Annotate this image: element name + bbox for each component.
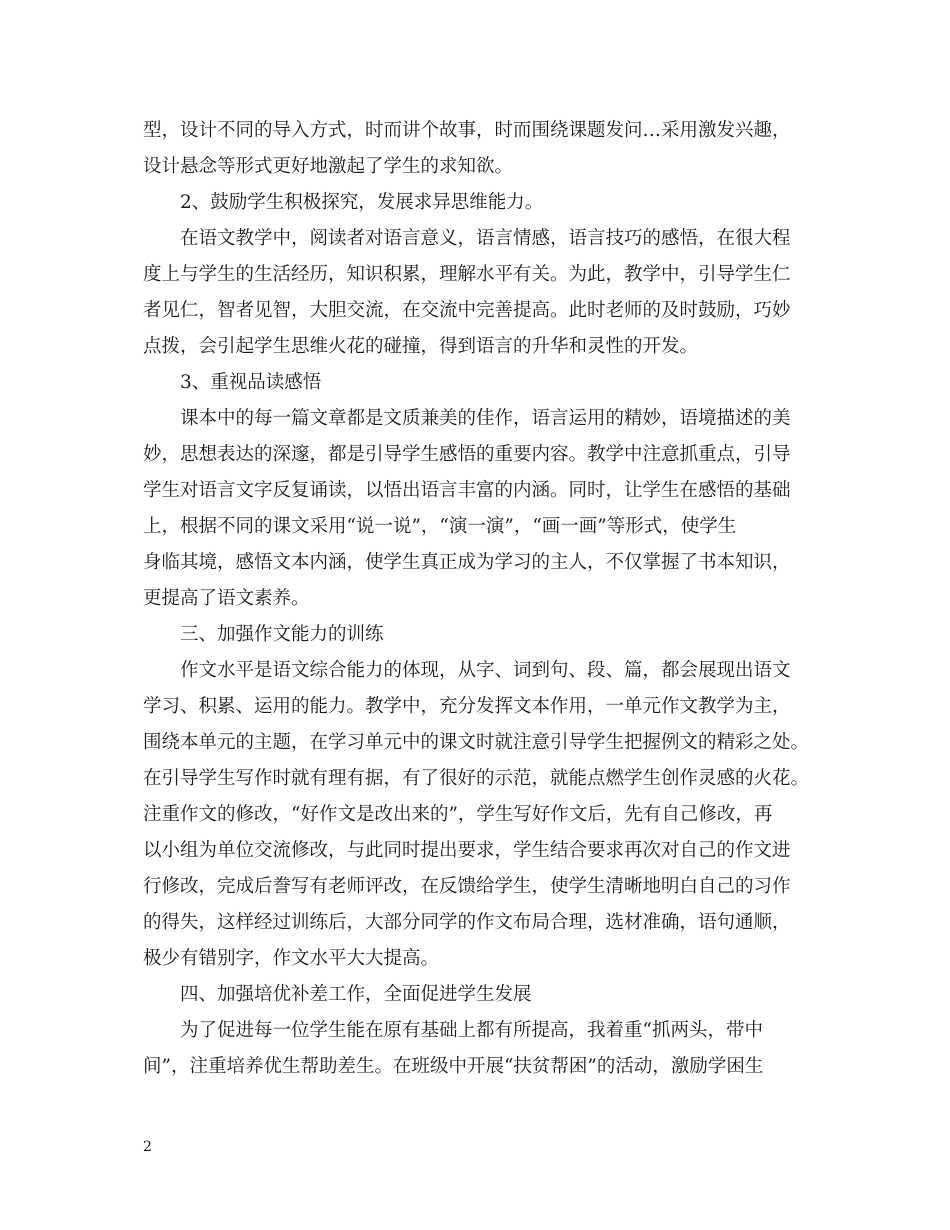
text-line: 行修改，完成后誊写有老师评改，在反馈给学生，使学生清晰地明白自己的习作	[143, 876, 791, 897]
text-line: 设计悬念等形式更好地激起了学生的求知欲。	[143, 156, 514, 177]
text-line: 在引导学生写作时就有理有据，有了很好的示范，就能点燃学生创作灵感的火花。	[143, 768, 810, 789]
text-line: 妙，思想表达的深邃，都是引导学生感悟的重要内容。教学中注意抓重点，引导	[143, 444, 791, 465]
page-number: 2	[143, 1139, 152, 1155]
text-line: 点拨，会引起学生思维火花的碰撞，得到语言的升华和灵性的开发。	[143, 336, 699, 357]
section-heading: 3、重视品读感悟	[180, 372, 322, 393]
text-line: 的得失，这样经过训练后，大部分同学的作文布局合理，选材准确，语句通顺，	[143, 912, 791, 933]
text-line: 围绕本单元的主题，在学习单元中的课文时就注意引导学生把握例文的精彩之处。	[143, 732, 810, 753]
text-line: 身临其境，感悟文本内涵，使学生真正成为学习的主人，不仅掌握了书本知识，	[143, 552, 791, 573]
section-heading: 三、加强作文能力的训练	[180, 624, 384, 645]
text-line: 在语文教学中，阅读者对语言意义，语言情感，语言技巧的感悟，在很大程	[180, 228, 791, 249]
section-heading: 四、加强培优补差工作，全面促进学生发展	[180, 984, 532, 1005]
text-line: 更提高了语文素养。	[143, 588, 310, 609]
body-text	[143, 113, 809, 1085]
text-line: 作文水平是语文综合能力的体现，从字、词到句、段、篇，都会展现出语文	[180, 660, 791, 681]
text-line: 学习、积累、运用的能力。教学中，充分发挥文本作用，一单元作文教学为主，	[143, 696, 791, 717]
section-heading: 2、鼓励学生积极探究，发展求异思维能力。	[180, 192, 544, 213]
text-line: 课本中的每一篇文章都是文质兼美的佳作，语言运用的精妙，语境描述的美	[180, 408, 791, 429]
text-line: 者见仁，智者见智，大胆交流，在交流中完善提高。此时老师的及时鼓励，巧妙	[143, 300, 791, 321]
text-line: 间”，注重培养优生帮助差生。在班级中开展“扶贫帮困”的活动，激励学困生	[143, 1056, 764, 1077]
text-line: 上，根据不同的课文采用“说一说”，“演一演”，“画一画”等形式，使学生	[143, 516, 737, 537]
text-line: 学生对语言文字反复诵读，以悟出语言丰富的内涵。同时，让学生在感悟的基础	[143, 480, 791, 501]
text-line: 以小组为单位交流修改，与此同时提出要求，学生结合要求再次对自己的作文进	[143, 840, 791, 861]
text-line: 为了促进每一位学生能在原有基础上都有所提高，我着重“抓两头，带中	[180, 1020, 763, 1041]
text-line: 度上与学生的生活经历，知识积累，理解水平有关。为此，教学中，引导学生仁	[143, 264, 791, 285]
text-line: 极少有错别字，作文水平大大提高。	[143, 948, 440, 969]
text-line: 注重作文的修改，“好作文是改出来的”，学生写好作文后，先有自己修改，再	[143, 804, 773, 825]
text-line: 型，设计不同的导入方式，时而讲个故事，时而围绕课题发问…采用激发兴趣，	[143, 120, 791, 141]
